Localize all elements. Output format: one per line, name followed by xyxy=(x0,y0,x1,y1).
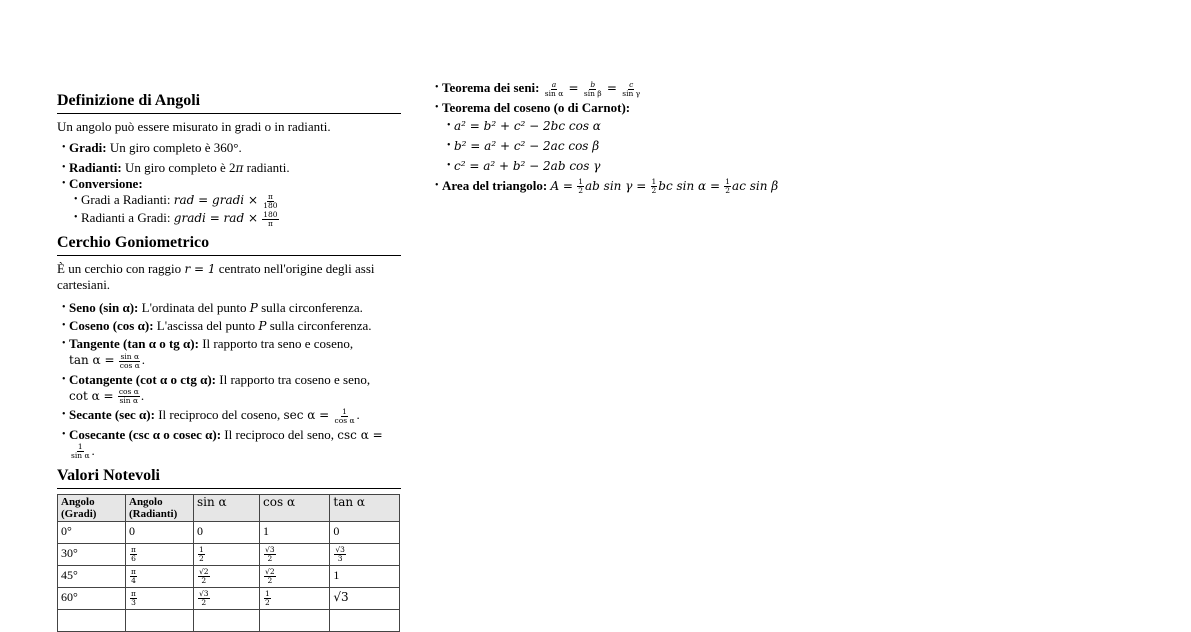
section-title-values: Valori Notevoli xyxy=(57,466,401,489)
list-item: • Teorema del coseno (o di Carnot): xyxy=(430,100,850,116)
col-header: Angolo (Gradi) xyxy=(58,495,126,522)
fraction: $\frac{1}{2}$ xyxy=(578,177,584,196)
fraction: $\frac{\pi}{180}$ xyxy=(263,191,278,210)
angles-list xyxy=(57,140,401,230)
circle-intro: È un cerchio con raggio r = 1 centrato nell'origine degli assi cartesiani. xyxy=(57,261,375,292)
fraction: $\frac{c}{\text{sin γ}}$ xyxy=(622,79,641,98)
col-header: Angolo (Radianti) xyxy=(126,495,194,522)
table-row xyxy=(58,610,400,632)
fraction: $\frac{a}{\text{sin α}}$ xyxy=(544,79,564,98)
list-item: • Radianti: Un giro completo è 2π radianti. xyxy=(57,160,401,176)
table-row: 0° 0 0 1 0 xyxy=(58,522,400,544)
fraction: $\frac{1}{\text{cos α}}$ xyxy=(334,406,355,425)
fraction: $\frac{1}{2}$ xyxy=(725,177,731,196)
list-item: • Gradi: Un giro completo è 360°. xyxy=(57,140,401,156)
fraction: $\frac{1}{\text{sin α}}$ xyxy=(71,442,90,461)
list-item: • Secante (sec α): Il reciproco del coseno, sec α = $\frac{1}{\text{cos α}}$ . xyxy=(57,407,401,425)
list-item: • Tangente (tan α o tg α): Il rapporto tra seno e coseno, tan α = $\frac{\text{sin α}}{\text{cos α}}$ . xyxy=(57,336,401,370)
list-item: • Area del triangolo: A = $\frac{1}{2}$ ab sin γ = $\frac{1}{2}$ bc sin α = $\frac{1}{2}$ ac sin β xyxy=(430,178,850,196)
table-row: 45° $\frac{\pi}{4}$ $\frac{√2}{2}$ $\frac{√2}{2}$ 1 xyxy=(58,566,400,588)
list-item: • Cosecante (csc α o cosec α): Il reciproco del seno, csc α = $\frac{1}{\text{sin α}}$ . xyxy=(57,427,401,461)
section-title-angles: Definizione di Angoli xyxy=(57,91,401,114)
left-column xyxy=(57,0,401,632)
table-header-row xyxy=(58,495,400,522)
col-header: cos α xyxy=(260,495,330,522)
circle-list xyxy=(57,300,401,460)
list-item: • Cotangente (cot α o ctg α): Il rapporto tra coseno e seno, cot α = $\frac{\text{cos α}}{\text{sin α}}$ . xyxy=(57,372,401,406)
fraction: $\frac{\text{cos α}}{\text{sin α}}$ xyxy=(118,387,139,406)
col-header: sin α xyxy=(194,495,260,522)
angles-intro: Un angolo può essere misurato in gradi o in radianti. xyxy=(57,119,331,134)
table-row: 30° $\frac{\pi}{6}$ $\frac{1}{2}$ $\frac{√3}{2}$ $\frac{√3}{3}$ xyxy=(58,544,400,566)
fraction: $\frac{\text{sin α}}{\text{cos α}}$ xyxy=(119,351,140,370)
section-title-circle: Cerchio Goniometrico xyxy=(57,233,401,256)
fraction: $\frac{180}{\pi}$ xyxy=(263,209,278,228)
fraction: $\frac{1}{2}$ xyxy=(651,177,657,196)
list-item: • c² = a² + b² − 2ab cos γ xyxy=(430,158,850,174)
table-row: 60° $\frac{\pi}{3}$ $\frac{√3}{2}$ $\frac{1}{2}$ √3 xyxy=(58,588,400,610)
values-table xyxy=(57,494,400,632)
col-header: tan α xyxy=(330,495,400,522)
list-item: • Gradi a Radianti: rad = gradi × $\frac{\pi}{180}$ xyxy=(57,192,401,210)
fraction: $\frac{b}{\text{sin β}}$ xyxy=(583,79,602,98)
right-column xyxy=(430,80,850,195)
list-item: • Seno (sin α): L'ordinata del punto P sulla circonferenza. xyxy=(57,300,401,316)
list-item: • Conversione: xyxy=(57,176,401,192)
list-item: • b² = a² + c² − 2ac cos β xyxy=(430,138,850,154)
list-item: • Radianti a Gradi: gradi = rad × $\frac{180}{\pi}$ xyxy=(57,210,401,230)
list-item: • Teorema dei seni: $\frac{a}{\text{sin α}}$ = $\frac{b}{\text{sin β}}$ = $\frac{c}{\text{sin γ}}$ xyxy=(430,80,850,98)
list-item: • Coseno (cos α): L'ascissa del punto P sulla circonferenza. xyxy=(57,318,401,334)
list-item: • a² = b² + c² − 2bc cos α xyxy=(430,118,850,134)
triangle-list xyxy=(430,80,850,195)
